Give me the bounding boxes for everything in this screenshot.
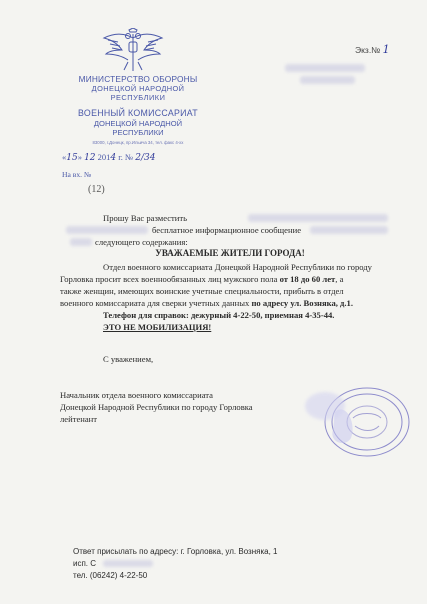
announcement-line-2-c: , а [335,274,344,284]
outgoing-date [62,152,156,163]
signature-line-1: Начальник отдела военного комиссариата [60,390,213,400]
redacted-line-2-start [66,226,148,234]
commissariat-name: ВОЕННЫЙ КОМИССАРИАТ [78,108,198,118]
not-mobilization-notice: ЭТО НЕ МОБИЛИЗАЦИЯ! [103,322,212,332]
date-month: 12 [84,153,96,163]
date-number-label: г. № [116,152,136,162]
request-line-3: следующего содержания: [95,237,188,247]
copy-number-text: Экз.№ [355,45,383,55]
redacted-line-2-end [310,226,388,234]
redacted-executor-name [103,560,153,567]
announcement-line-1: Отдел военного комиссариата Донецкой Народной Республики по городу [103,262,372,272]
signature-line-2: Донецкой Народной Республики по городу Горловка [60,402,253,412]
redacted-signature [305,392,345,420]
commissariat-sub-2: РЕСПУБЛИКИ [112,128,164,137]
republic-line-1: ДОНЕЦКОЙ НАРОДНОЙ [91,84,185,93]
regards: С уважением, [103,354,154,364]
copy-number-digit: 1 [382,43,390,56]
announcement-line-3: также женщин, имеющих воинские учетные специальности, прибыть в отдел [60,286,344,296]
commissariat-sub-1: ДОНЕЦКОЙ НАРОДНОЙ [93,119,183,128]
republic-line-2: РЕСПУБЛИКИ [110,93,166,102]
request-line-2: бесплатное информационное сообщение [152,225,302,235]
date-year-digit: 4 [110,153,117,163]
redacted-addressee-1 [285,64,365,72]
document-number: 2/34 [135,153,156,163]
signature-line-3: лейтенант [60,414,98,424]
age-range: от 18 до 60 лет [279,274,336,284]
ministry-name: МИНИСТЕРСТВО ОБОРОНЫ [78,74,198,84]
redacted-addressee-2 [300,76,355,84]
address-bold: по адресу ул. Возняка, д.1. [251,298,353,308]
redacted-line-3-start [70,238,92,246]
eagle-emblem-icon [98,28,168,72]
copy-number-label [355,43,390,56]
announcement-heading: УВАЖАЕМЫЕ ЖИТЕЛИ ГОРОДА! [155,248,305,258]
date-day: 15 [66,153,78,163]
phone-line: Телефон для справок: дежурный 4-22-50, приемная 4-35-44. [103,310,335,320]
announcement-line-2 [60,273,343,285]
executor: исп. С [73,559,97,568]
registration-number: (12) [88,184,105,195]
letterhead-address: 83000, г.Донецк, пр.Ильича 34, тел. факс 4-xx [92,140,184,145]
incoming-number-label: На вх. № [62,170,92,179]
date-open-quote: « [62,152,67,162]
date-close-quote: » [77,152,85,162]
reply-address: Ответ присылать по адресу: г. Горловка, ул. Возняка, 1 [73,547,278,556]
executor-phone: тел. (06242) 4-22-50 [73,571,148,580]
announcement-line-2-a: Горловка просит всех военнообязанных лиц мужского пола [60,274,280,284]
announcement-line-4 [60,297,353,309]
announcement-line-4-a: военного комиссариата для сверки учетных данных [60,298,252,308]
redacted-recipient [248,214,388,222]
date-year-prefix: 201 [95,152,111,162]
request-line-1: Прошу Вас разместить [103,213,188,223]
